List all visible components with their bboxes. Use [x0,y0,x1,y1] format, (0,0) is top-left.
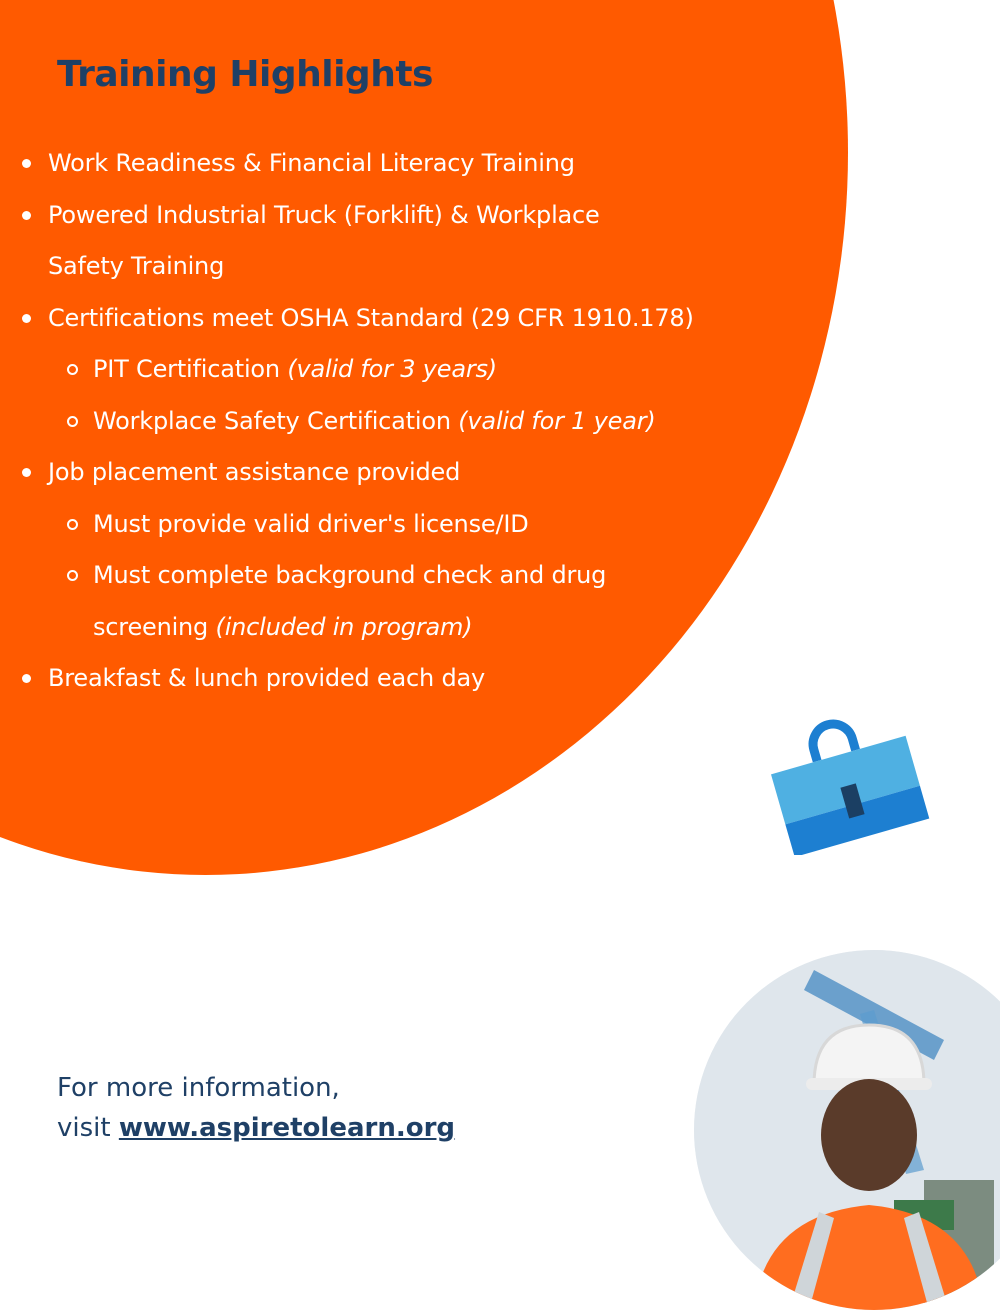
highlight-text: Breakfast & lunch provided each day [48,664,485,692]
highlight-note: (valid for 3 years) [287,355,497,383]
highlight-text: PIT Certification [93,355,288,383]
highlight-text: Job placement assistance provided [48,458,461,486]
briefcase-icon [765,705,935,855]
contact-info [57,1068,455,1148]
highlight-text: Must provide valid driver's license/ID [93,509,529,538]
highlight-note: (valid for 1 year) [458,406,656,435]
highlight-subitem [48,344,788,396]
highlight-text: Powered Industrial Truck (Forklift) & Workplace [48,200,600,229]
contact-line: For more information, [57,1073,340,1103]
highlight-text: screening [93,612,216,641]
highlight-subitem [48,550,788,653]
worker-photo [694,950,1000,1310]
highlight-subitem [48,396,788,448]
highlight-text: Work Readiness & Financial Literacy Training [48,149,575,177]
highlight-item [48,138,788,190]
highlight-note: (included in program) [215,612,473,641]
highlight-item [48,447,788,499]
highlight-text: Certifications meet OSHA Standard (29 CFR 1910.178) [48,303,694,332]
contact-prefix: visit [57,1113,119,1143]
highlight-item [48,293,788,345]
highlight-text: Workplace Safety Certification [93,406,459,435]
highlight-subitem [48,499,788,551]
highlight-item [48,653,788,705]
page-title: Training Highlights [57,54,433,95]
website-link[interactable]: www.aspiretolearn.org [118,1113,456,1143]
highlight-item [48,190,788,293]
highlights-list [48,138,788,705]
highlight-text: Must complete background check and drug [93,561,607,589]
highlight-text: Safety Training [48,252,225,280]
